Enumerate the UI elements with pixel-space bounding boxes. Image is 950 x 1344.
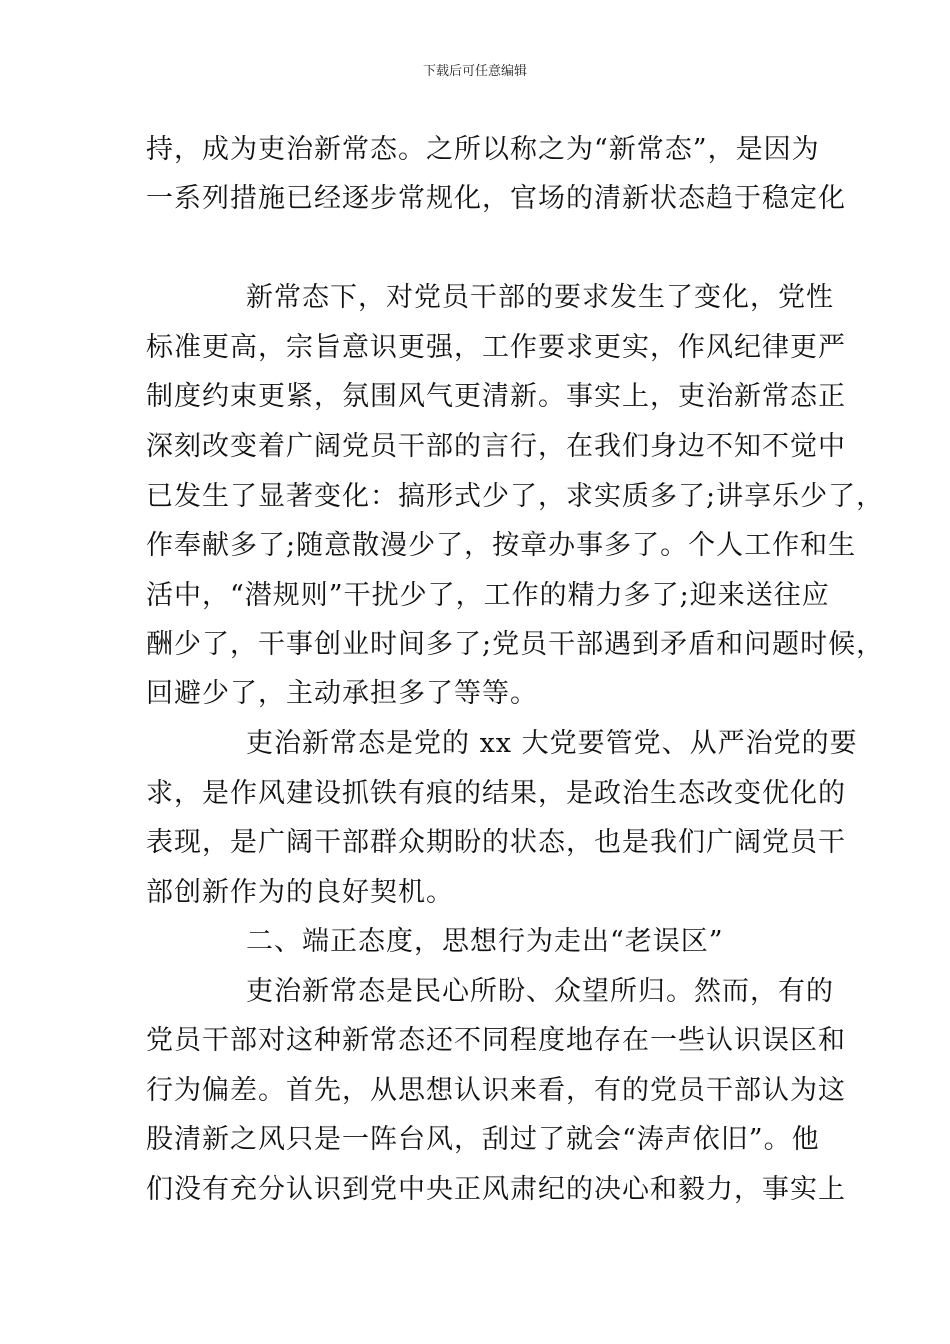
text-line: 持，成为吏治新常态。之所以称之为“新常态”，是因为 <box>146 134 820 165</box>
text-line: 吏治新常态是党的 xx 大党要管党、从严治党的要 <box>246 728 858 759</box>
text-line: 股清新之风只是一阵台风，刮过了就会“涛声依旧”。他 <box>146 1124 820 1155</box>
text-line: 们没有充分认识到党中央正风肃纪的决心和毅力，事实上 <box>146 1174 846 1205</box>
text-line: 求，是作风建设抓铁有痕的结果，是政治生态改变优化的 <box>146 778 846 809</box>
text-line: 作奉献多了;随意散漫少了，按章办事多了。个人工作和生 <box>146 530 857 561</box>
text-line: 酬少了，干事创业时间多了;党员干部遇到矛盾和问题时候， <box>146 629 885 660</box>
text-line: 党员干部对这种新常态还不同程度地存在一些认识误区和 <box>146 1025 846 1056</box>
text-line: 吏治新常态是民心所盼、众望所归。然而，有的 <box>246 976 834 1007</box>
text-line: 标准更高，宗旨意识更强，工作要求更实，作风纪律更严 <box>146 332 846 363</box>
text-line: 回避少了，主动承担多了等等。 <box>146 678 538 709</box>
text-line: 行为偏差。首先，从思想认识来看，有的党员干部认为这 <box>146 1075 846 1106</box>
text-line: 表现，是广阔干部群众期盼的状态，也是我们广阔党员干 <box>146 827 846 858</box>
text-line: 新常态下，对党员干部的要求发生了变化，党性 <box>246 282 834 313</box>
text-line: 制度约束更紧，氛围风气更清新。事实上，吏治新常态正 <box>146 381 846 412</box>
text-line: 部创新作为的良好契机。 <box>146 877 454 908</box>
text-line: 已发生了显著变化：搞形式少了，求实质多了;讲享乐少了， <box>146 481 885 512</box>
text-line: 深刻改变着广阔党员干部的言行，在我们身边不知不觉中 <box>146 431 846 462</box>
page-header: 下载后可任意编辑 <box>422 64 527 79</box>
section-heading: 二、端正态度，思想行为走出“老误区” <box>246 926 724 957</box>
text-line: 活中，“潜规则”干扰少了，工作的精力多了;迎来送往应 <box>146 580 830 611</box>
text-line: 一系列措施已经逐步常规化，官场的清新状态趋于稳定化 <box>146 183 846 214</box>
